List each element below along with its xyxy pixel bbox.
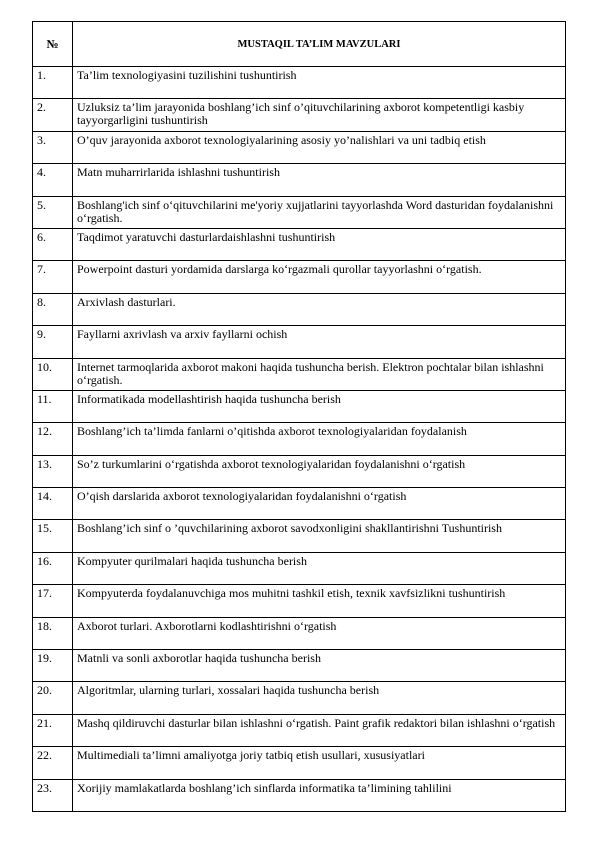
- topic-text: Xorijiy mamlakatlarda boshlang’ich sinflarda informatika ta’limining tahlilini: [73, 779, 566, 811]
- row-number: 13.: [33, 455, 73, 487]
- table-row: [33, 585, 566, 617]
- row-number: 20.: [33, 682, 73, 714]
- table-row: [33, 293, 566, 325]
- number-column-header: №: [33, 22, 73, 67]
- table-row: [33, 131, 566, 163]
- table-row: [33, 261, 566, 293]
- table-row: [33, 423, 566, 455]
- row-number: 23.: [33, 779, 73, 811]
- topic-text: Boshlang’ich sinf o ’quvchilarining axborot savodxonligini shakllantirishni Tushuntirish: [73, 520, 566, 552]
- row-number: 9.: [33, 326, 73, 358]
- topic-text: Multimediali ta’limni amaliyotga joriy tatbiq etish usullari, xususiyatlari: [73, 747, 566, 779]
- row-number: 21.: [33, 714, 73, 746]
- topic-text: Kompyuter qurilmalari haqida tushuncha berish: [73, 552, 566, 584]
- row-number: 4.: [33, 164, 73, 196]
- topic-text: Boshlang’ich ta’limda fanlarni o’qitishda axborot texnologiyalaridan foydalanish: [73, 423, 566, 455]
- table-row: [33, 196, 566, 228]
- table-row: [33, 326, 566, 358]
- row-number: 19.: [33, 650, 73, 682]
- topic-text: So’z turkumlarini o‘rgatishda axborot texnologiyalaridan foydalanishni o‘rgatish: [73, 455, 566, 487]
- row-number: 14.: [33, 488, 73, 520]
- table-row: [33, 228, 566, 260]
- topic-text: Arxivlash dasturlari.: [73, 293, 566, 325]
- topic-text: Boshlang'ich sinf o‘qituvchilarini me'yoriy xujjatlarini tayyorlashda Word dasturidan foydalanishni o‘rgatish.: [73, 196, 566, 228]
- row-number: 17.: [33, 585, 73, 617]
- table-row: [33, 682, 566, 714]
- topic-text: Fayllarni axrivlash va arxiv fayllarni ochish: [73, 326, 566, 358]
- table-row: [33, 390, 566, 422]
- row-number: 15.: [33, 520, 73, 552]
- table-row: [33, 358, 566, 390]
- topic-text: Matnli va sonli axborotlar haqida tushuncha berish: [73, 650, 566, 682]
- topic-text: Matn muharrirlarida ishlashni tushuntirish: [73, 164, 566, 196]
- topics-column-header: MUSTAQIL TA’LIM MAVZULARI: [73, 22, 566, 67]
- table-row: [33, 747, 566, 779]
- topic-text: O’qish darslarida axborot texnologiyalaridan foydalanishni o‘rgatish: [73, 488, 566, 520]
- table-row: [33, 714, 566, 746]
- row-number: 12.: [33, 423, 73, 455]
- topic-text: Axborot turlari. Axborotlarni kodlashtirishni o‘rgatish: [73, 617, 566, 649]
- table-row: [33, 164, 566, 196]
- row-number: 5.: [33, 196, 73, 228]
- topic-text: Uzluksiz ta’lim jarayonida boshlang’ich sinf o’qituvchilarining axborot kompetentligi kasbiy tayyorgarligini tushuntirish: [73, 99, 566, 131]
- table-row: [33, 67, 566, 99]
- table-row: [33, 455, 566, 487]
- topic-text: Informatikada modellashtirish haqida tushuncha berish: [73, 390, 566, 422]
- row-number: 16.: [33, 552, 73, 584]
- topic-text: Internet tarmoqlarida axborot makoni haqida tushuncha berish. Elektron pochtalar bilan ishlashni o‘rgatish.: [73, 358, 566, 390]
- table-body: [33, 67, 566, 812]
- topics-table: [32, 21, 566, 812]
- topic-text: Mashq qildiruvchi dasturlar bilan ishlashni o‘rgatish. Paint grafik redaktori bilan ishlashni o‘rgatish: [73, 714, 566, 746]
- table-row: [33, 552, 566, 584]
- topic-text: Kompyuterda foydalanuvchiga mos muhitni tashkil etish, texnik xavfsizlikni tushuntirish: [73, 585, 566, 617]
- row-number: 10.: [33, 358, 73, 390]
- topic-text: Powerpoint dasturi yordamida darslarga ko‘rgazmali qurollar tayyorlashni o‘rgatish.: [73, 261, 566, 293]
- row-number: 22.: [33, 747, 73, 779]
- row-number: 7.: [33, 261, 73, 293]
- row-number: 18.: [33, 617, 73, 649]
- topic-text: Algoritmlar, ularning turlari, xossalari haqida tushuncha berish: [73, 682, 566, 714]
- topic-text: Taqdimot yaratuvchi dasturlardaishlashni tushuntirish: [73, 228, 566, 260]
- table-header-row: [33, 22, 566, 67]
- row-number: 3.: [33, 131, 73, 163]
- row-number: 11.: [33, 390, 73, 422]
- row-number: 1.: [33, 67, 73, 99]
- row-number: 2.: [33, 99, 73, 131]
- row-number: 8.: [33, 293, 73, 325]
- table-row: [33, 488, 566, 520]
- table-row: [33, 779, 566, 811]
- table-row: [33, 650, 566, 682]
- topic-text: O’quv jarayonida axborot texnologiyalarining asosiy yo’nalishlari va uni tadbiq etish: [73, 131, 566, 163]
- table-row: [33, 617, 566, 649]
- table-row: [33, 520, 566, 552]
- topic-text: Ta’lim texnologiyasini tuzilishini tushuntirish: [73, 67, 566, 99]
- row-number: 6.: [33, 228, 73, 260]
- table-row: [33, 99, 566, 131]
